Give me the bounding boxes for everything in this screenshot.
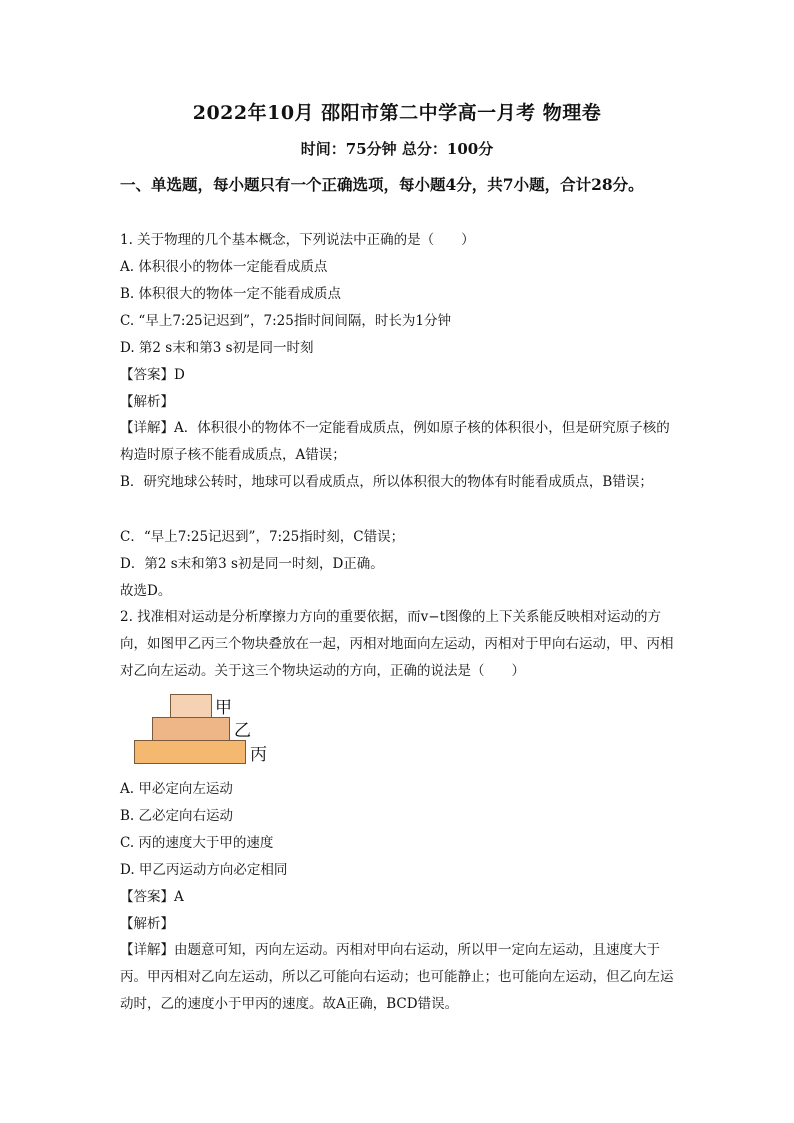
block-jia-label: 甲	[215, 698, 232, 718]
question-2-option-a: A. 甲必定向左运动	[120, 781, 233, 797]
section-heading: 一、单选题，每小题只有一个正确选项，每小题4分，共7小题，合计28分。	[120, 175, 644, 194]
question-1-detail-d: D．第2 s末和第3 s初是同一时刻，D正确。	[120, 556, 384, 572]
question-2-stem: 2. 找准相对运动是分析摩擦力方向的重要依据，而v−t图像的上下关系能反映相对运动的方向，如图甲乙丙三个物块叠放在一起，丙相对地面向左运动，丙相对于甲向右运动，甲、丙相对乙向左运动。关于这三个物块运动的方向，正确的说法是（ ）	[120, 609, 674, 679]
question-1-detail-a: 【详解】A．体积很小的物体不一定能看成质点，例如原子核的体积很小，但是研究原子核的构造时原子核不能看成质点，A错误；	[120, 420, 670, 463]
question-2-analysis-label: 【解析】	[120, 916, 174, 932]
block-yi	[152, 717, 230, 741]
block-yi-label: 乙	[234, 721, 251, 741]
exam-info: 时间：75分钟 总分：100分	[300, 140, 494, 158]
block-bing	[134, 740, 246, 764]
question-2-option-c: C. 丙的速度大于甲的速度	[120, 835, 274, 851]
question-2-option-b: B. 乙必定向右运动	[120, 808, 234, 824]
stacked-blocks-figure	[134, 692, 284, 770]
question-1-conclusion: 故选D。	[120, 583, 172, 599]
question-1-option-b: B. 体积很大的物体一定不能看成质点	[120, 286, 342, 302]
question-1-analysis-label: 【解析】	[120, 394, 174, 410]
question-1-stem: 1. 关于物理的几个基本概念，下列说法中正确的是（ ）	[120, 232, 475, 248]
block-jia	[170, 694, 212, 718]
question-1-answer: 【答案】D	[120, 367, 185, 383]
question-2-detail: 【详解】由题意可知，丙向左运动。丙相对甲向右运动，所以甲一定向左运动，且速度大于丙。甲丙相对乙向左运动，所以乙可能向右运动；也可能静止；也可能向左运动，但乙向左运动时，乙的速度小于甲丙的速度。故A正确，BCD错误。	[120, 942, 674, 1012]
question-1-option-a: A. 体积很小的物体一定能看成质点	[120, 259, 328, 275]
block-bing-label: 丙	[250, 745, 267, 765]
question-2-answer: 【答案】A	[120, 889, 184, 905]
question-1-option-d: D. 第2 s末和第3 s初是同一时刻	[120, 340, 314, 356]
question-1-detail-c: C．“早上7:25记迟到”，7:25指时刻，C错误；	[120, 529, 405, 545]
page-title: 2022年10月 邵阳市第二中学高一月考 物理卷	[192, 102, 602, 124]
question-1-option-c: C. “早上7:25记迟到”，7:25指时间间隔，时长为1分钟	[120, 313, 451, 329]
question-2-option-d: D. 甲乙丙运动方向必定相同	[120, 862, 288, 878]
question-1-detail-b: B．研究地球公转时，地球可以看成质点，所以体积很大的物体有时能看成质点，B错误；	[120, 474, 653, 490]
